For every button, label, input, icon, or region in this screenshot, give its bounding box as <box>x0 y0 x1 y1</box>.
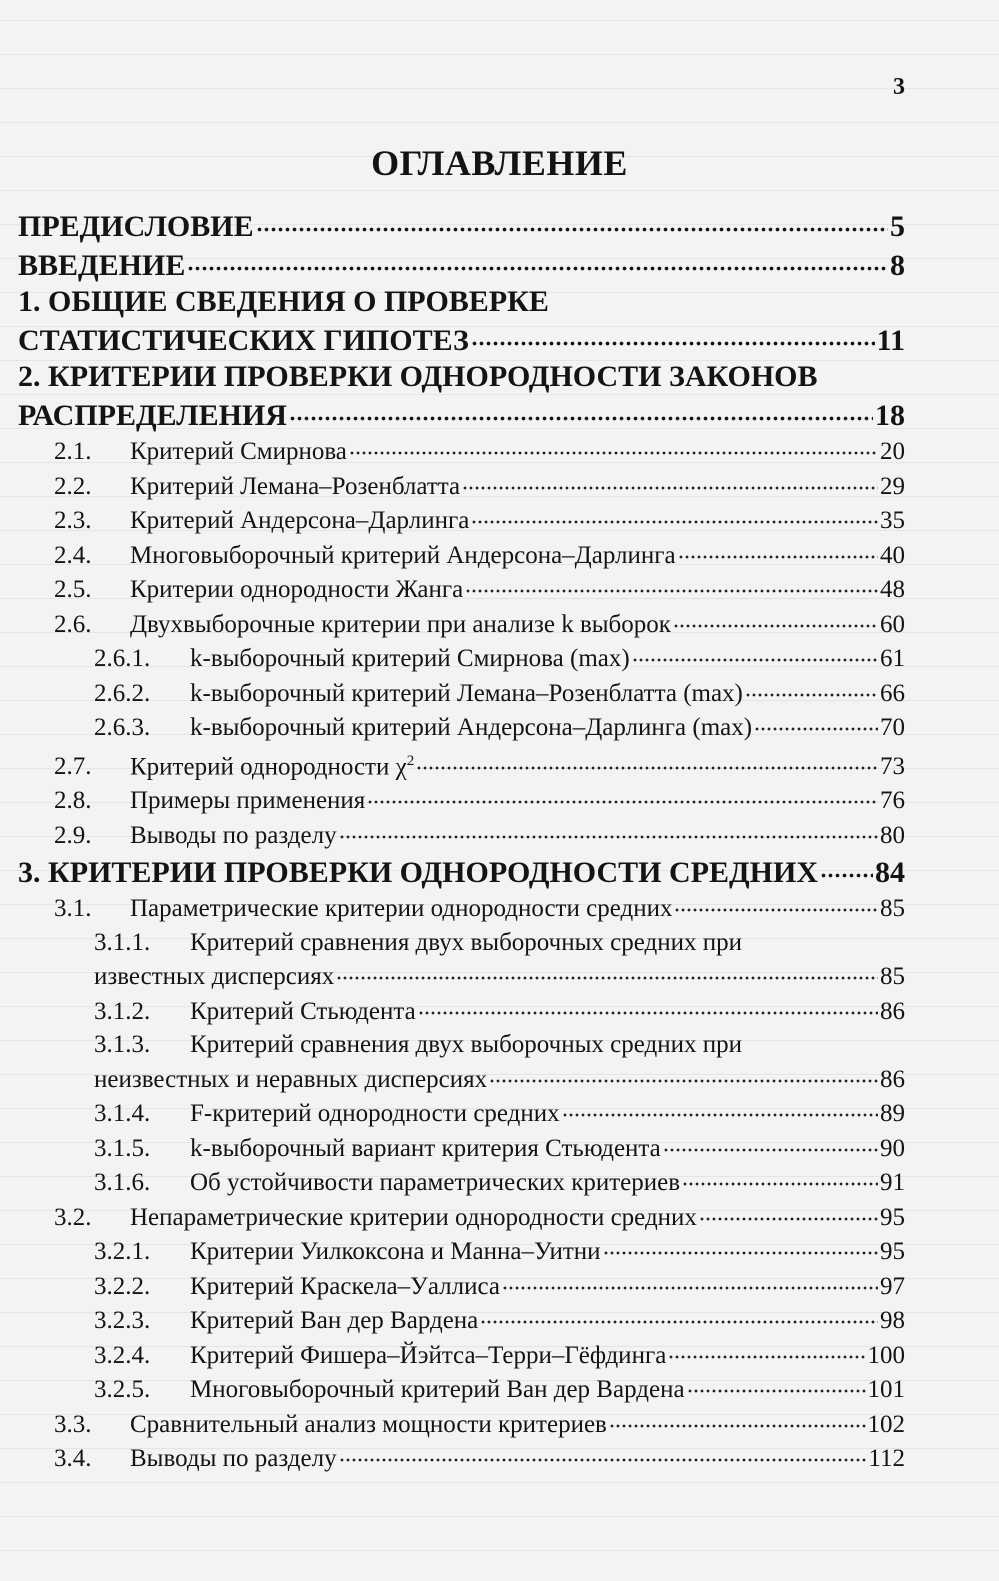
entry-title: k-выборочный критерий Лемана–Розенблатта (max) <box>190 679 743 707</box>
entry-title <box>130 745 414 784</box>
entry-title: Непараметрические критерии однородности средних <box>130 1203 697 1231</box>
entry-title: Выводы по разделу <box>130 821 337 849</box>
entry-page: 18 <box>875 399 905 432</box>
dot-leader <box>339 818 878 843</box>
entry-title: Критерий Лемана–Розенблатта <box>130 472 461 500</box>
toc-entry-3-1-4 <box>0 1096 999 1131</box>
entry-title: k-выборочный вариант критерия Стьюдента <box>190 1134 661 1162</box>
dot-leader <box>336 959 878 984</box>
entry-page: 35 <box>880 507 905 534</box>
toc-entry-3-2-1 <box>0 1234 999 1269</box>
dot-leader <box>745 676 878 701</box>
toc-entry-2-2 <box>0 469 999 504</box>
dot-leader <box>663 1131 878 1156</box>
entry-number: 3.4. <box>54 1445 92 1473</box>
entry-title-continued: неизвестных и неравных дисперсиях <box>94 1065 488 1093</box>
dot-leader <box>462 469 878 494</box>
entry-title: Критерий Фишера–Йэйтса–Терри–Гёфдинга <box>190 1341 667 1369</box>
entry-title: РАСПРЕДЕЛЕНИЯ <box>18 399 287 432</box>
entry-number: 2.2. <box>54 472 92 500</box>
entry-title: Об устойчивости параметрических критериев <box>190 1169 681 1197</box>
entry-number: 3.2.4. <box>94 1341 151 1369</box>
toc-entry-2-9 <box>0 818 999 853</box>
dot-leader <box>471 320 875 350</box>
entry-page: 5 <box>890 210 905 243</box>
entry-number: 3.1.5. <box>94 1134 151 1162</box>
entry-title-text: Критерий однородности χ <box>130 752 407 780</box>
entry-page: 86 <box>880 1065 905 1093</box>
entry-number: 3.3. <box>54 1410 92 1438</box>
dot-leader <box>256 206 888 236</box>
entry-page: 91 <box>880 1169 905 1197</box>
dot-leader <box>609 1407 866 1432</box>
entry-page: 85 <box>880 963 905 991</box>
entry-number: 3.1.4. <box>94 1100 151 1128</box>
entry-number: 3.1.6. <box>94 1169 151 1197</box>
toc-entry-intro <box>0 245 999 284</box>
entry-page: 89 <box>880 1100 905 1128</box>
entry-title: Примеры применения <box>130 787 366 815</box>
page-number: 3 <box>893 74 905 100</box>
entry-page: 102 <box>867 1410 905 1438</box>
toc-entry-3-4 <box>0 1441 999 1476</box>
entry-number: 2.6. <box>54 610 92 638</box>
entry-number: 2.5. <box>54 576 92 603</box>
entry-title-continued: известных дисперсиях <box>94 963 335 991</box>
dot-leader <box>289 395 873 425</box>
dot-leader <box>416 749 878 774</box>
entry-number: 3.1.1. <box>94 928 151 956</box>
entry-number: 2.6.1. <box>94 645 151 672</box>
toc-entry-2-3 <box>0 503 999 538</box>
entry-page: 80 <box>880 821 905 849</box>
entry-title: СТАТИСТИЧЕСКИХ ГИПОТЕЗ <box>18 324 469 357</box>
entry-page: 48 <box>880 576 905 603</box>
table-of-contents <box>0 206 999 1476</box>
toc-entry-3-1-6 <box>0 1165 999 1200</box>
entry-page: 61 <box>880 645 905 672</box>
dot-leader <box>699 1200 878 1225</box>
entry-title: ВВЕДЕНИЕ <box>18 249 186 282</box>
entry-page: 84 <box>875 856 905 890</box>
toc-entry-2-4 <box>0 538 999 573</box>
entry-number: 3.2. <box>54 1203 92 1231</box>
entry-title: Параметрические критерии однородности средних <box>130 895 673 923</box>
dot-leader <box>367 783 878 808</box>
dot-leader <box>820 852 873 882</box>
dot-leader <box>674 891 878 916</box>
toc-entry-ch1-line1: 1. ОБЩИЕ СВЕДЕНИЯ О ПРОВЕРКЕ <box>18 285 549 318</box>
toc-entry-2-6-1 <box>0 641 999 676</box>
toc-entry-2-8 <box>0 783 999 818</box>
dot-leader <box>465 572 878 597</box>
entry-number: 3.2.5. <box>94 1376 151 1404</box>
entry-number: 3.2.3. <box>94 1307 151 1335</box>
toc-entry-2-6 <box>0 607 999 642</box>
entry-page: 70 <box>880 714 905 741</box>
entry-number: 2.3. <box>54 507 92 534</box>
entry-title: Критерии однородности Жанга <box>130 576 464 603</box>
entry-page: 97 <box>880 1272 905 1300</box>
entry-number: 3.2.1. <box>94 1238 151 1266</box>
entry-number: 3.1.3. <box>94 1031 151 1059</box>
toc-entry-3-3 <box>0 1407 999 1442</box>
entry-title: Критерий Ван дер Вардена <box>190 1307 479 1335</box>
entry-title: F-критерий однородности средних <box>190 1100 560 1128</box>
entry-title: Сравнительный анализ мощности критериев <box>130 1410 607 1438</box>
entry-title: Многовыборочный критерий Ван дер Вардена <box>190 1376 685 1404</box>
entry-title: ПРЕДИСЛОВИЕ <box>18 210 254 243</box>
entry-page: 112 <box>868 1445 905 1473</box>
superscript: 2 <box>406 752 415 769</box>
toc-entry-2-6-2 <box>0 676 999 711</box>
toc-entry-3-1-3 <box>0 1062 999 1097</box>
entry-title: 3. КРИТЕРИИ ПРОВЕРКИ ОДНОРОДНОСТИ СРЕДНИХ <box>18 856 818 890</box>
toc-entry-3-2-2 <box>0 1269 999 1304</box>
entry-number: 2.6.3. <box>94 714 151 741</box>
entry-title: Многовыборочный критерий Андерсона–Дарлинга <box>130 541 676 569</box>
dot-leader <box>668 1338 865 1363</box>
toc-heading: ОГЛАВЛЕНИЕ <box>371 143 628 183</box>
toc-entry-2-7 <box>0 745 999 784</box>
entry-page: 86 <box>880 997 905 1025</box>
dot-leader <box>687 1372 866 1397</box>
toc-entry-3-2 <box>0 1200 999 1235</box>
entry-title: k-выборочный критерий Смирнова (max) <box>190 645 630 672</box>
entry-title: Двухвыборочные критерии при анализе k выборок <box>130 610 671 638</box>
dot-leader <box>678 538 878 563</box>
toc-entry-2-1 <box>0 434 999 469</box>
entry-page: 95 <box>880 1238 905 1266</box>
dot-leader <box>502 1269 878 1294</box>
toc-entry-ch2 <box>0 395 999 434</box>
entry-page: 73 <box>880 752 905 780</box>
dot-leader <box>339 1441 867 1466</box>
entry-number: 2.9. <box>54 821 92 849</box>
entry-page: 11 <box>876 324 905 357</box>
entry-page: 60 <box>880 610 905 638</box>
toc-entry-3-1-2 <box>0 994 999 1029</box>
entry-page: 98 <box>880 1307 905 1335</box>
dot-leader <box>480 1303 878 1328</box>
toc-entry-ch3 <box>0 852 999 891</box>
toc-entry-3-2-3 <box>0 1303 999 1338</box>
toc-entry-3-1-1 <box>0 959 999 994</box>
entry-number: 2.8. <box>54 787 92 815</box>
entry-page: 101 <box>867 1376 905 1404</box>
entry-page: 90 <box>880 1134 905 1162</box>
entry-title: Критерий сравнения двух выборочных средних при <box>190 928 743 956</box>
entry-number: 2.4. <box>54 541 92 569</box>
entry-page: 40 <box>880 541 905 569</box>
toc-entry-3-1-3-line1 <box>0 1028 999 1062</box>
entry-title: Критерий Стьюдента <box>190 997 416 1025</box>
dot-leader <box>418 994 878 1019</box>
entry-page: 8 <box>890 249 905 282</box>
toc-entry-3-2-4 <box>0 1338 999 1373</box>
entry-number: 3.1. <box>54 895 92 923</box>
entry-number: 3.1.2. <box>94 997 151 1025</box>
toc-entry-3-1 <box>0 891 999 926</box>
entry-page: 20 <box>880 438 905 465</box>
dot-leader <box>471 503 878 528</box>
toc-entry-ch2-line1: 2. КРИТЕРИИ ПРОВЕРКИ ОДНОРОДНОСТИ ЗАКОНОВ <box>18 360 818 393</box>
entry-page: 95 <box>880 1203 905 1231</box>
entry-title: k-выборочный критерий Андерсона–Дарлинга (max) <box>190 714 753 741</box>
entry-page: 29 <box>880 472 905 500</box>
dot-leader <box>632 641 878 666</box>
dot-leader <box>489 1062 878 1087</box>
toc-entry-ch1 <box>0 320 999 359</box>
entry-title: Критерии Уилкоксона и Манна–Уитни <box>190 1238 601 1266</box>
entry-page: 76 <box>880 787 905 815</box>
toc-entry-3-1-1-line1 <box>0 926 999 960</box>
dot-leader <box>187 245 888 275</box>
entry-page: 85 <box>880 895 905 923</box>
entry-title: Критерий Краскела–Уаллиса <box>190 1272 500 1300</box>
entry-number: 2.1. <box>54 438 92 465</box>
dot-leader <box>603 1234 878 1259</box>
entry-title: Выводы по разделу <box>130 1445 337 1473</box>
entry-page: 100 <box>867 1341 905 1369</box>
entry-number: 3.2.2. <box>94 1272 151 1300</box>
entry-page: 66 <box>880 679 905 707</box>
dot-leader <box>562 1096 878 1121</box>
dot-leader <box>682 1165 878 1190</box>
dot-leader <box>673 607 878 632</box>
toc-entry-2-6-3 <box>0 710 999 745</box>
entry-title: Критерий Андерсона–Дарлинга <box>130 507 470 534</box>
entry-number: 2.7. <box>54 752 92 780</box>
dot-leader <box>754 710 878 735</box>
entry-number: 2.6.2. <box>94 679 151 707</box>
toc-entry-2-5 <box>0 572 999 607</box>
entry-title: Критерий Смирнова <box>130 438 347 465</box>
dot-leader <box>349 434 878 459</box>
entry-title: Критерий сравнения двух выборочных средних при <box>190 1031 743 1059</box>
toc-entry-3-1-5 <box>0 1131 999 1166</box>
toc-entry-preface <box>0 206 999 245</box>
toc-entry-3-2-5 <box>0 1372 999 1407</box>
